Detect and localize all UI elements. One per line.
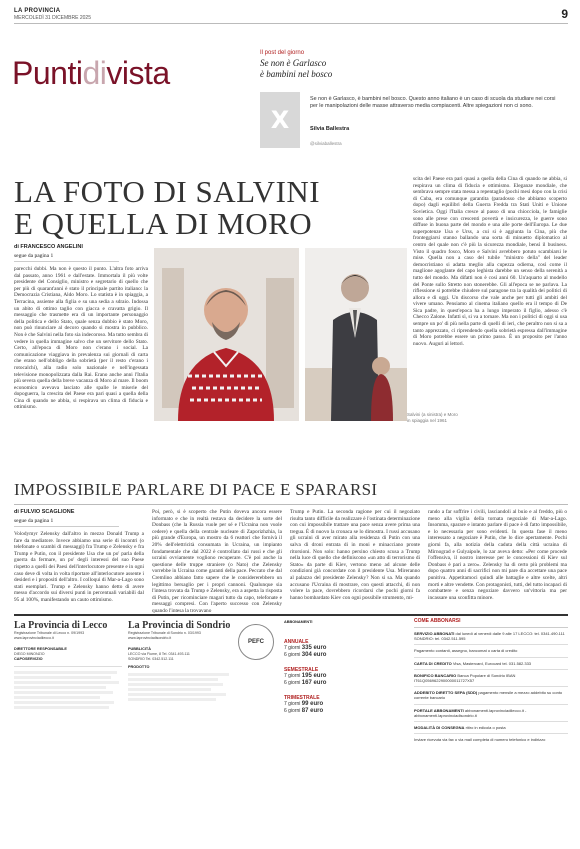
semestrale-7 — [284, 673, 404, 680]
direttore-name: DIEGO MINONZIO — [14, 652, 45, 656]
text-fragment: MODALITÀ DI CONSEGNA — [414, 725, 465, 731]
prodotto-label: PRODOTTO — [128, 665, 150, 669]
footer-sondrio — [128, 620, 234, 703]
sondrio-info: Registrazione Tribunale di Sondrio n. 03/1993 — [128, 631, 201, 635]
post-title-line1: Se non è Garlasco — [260, 58, 327, 68]
page-number: 9 — [561, 7, 568, 21]
subscription-panel — [414, 618, 568, 745]
photo-caption-line1: Salvini (a sinistra) e Moro — [407, 412, 458, 417]
sub-row — [414, 658, 568, 670]
sub-row — [414, 670, 568, 687]
text-fragment: SERVIZIO ABBONATI — [414, 631, 455, 636]
sub-row — [414, 722, 568, 734]
top-rule — [14, 23, 568, 24]
trimestrale-6 — [284, 708, 404, 715]
sub-row — [414, 645, 568, 657]
semestrale-label: SEMESTRALE — [284, 667, 319, 673]
text-fragment: abbonamenti.laprovinciadilecco.it - abbonamenti.laprovinciadisondrio.it — [414, 707, 527, 718]
annuale-label: ANNUALE — [284, 639, 309, 645]
caposervizio-label: CAPOSERVIZIO — [14, 657, 43, 661]
lecco-phone: LECCO via Fiume, 8 Tel. 0341.493.111 — [128, 652, 190, 656]
text-fragment: 195 euro — [301, 673, 327, 679]
article1-headline-line2: E QUELLA DI MORO — [14, 206, 313, 241]
post-author: Silvia Ballestra — [310, 126, 350, 132]
text-fragment: 99 euro — [301, 701, 324, 707]
text-fragment: CARTA DI CREDITO — [414, 660, 452, 666]
text-fragment: 7 giorni — [284, 673, 301, 679]
photo-caption-line2: in spiaggia nel 1961 — [407, 418, 448, 423]
salvini-photo — [154, 248, 299, 421]
text-fragment: 7 giorni — [284, 645, 301, 651]
article1-headline-line1: LA FOTO DI SALVINI — [14, 174, 321, 209]
sondrio-title: La Provincia di Sondrio — [128, 620, 231, 631]
text-fragment: ritiro in edicola o posta — [465, 725, 506, 731]
text-fragment: 6 giorni — [284, 652, 301, 658]
article2-byline: di FULVIO SCAGLIONE — [14, 509, 75, 515]
lecco-info: Registrazione Tribunale di Lecco n. 09/1993 — [14, 631, 85, 635]
article2-headline: IMPOSSIBILE PARLARE DI PACE E SPARARSI — [14, 480, 378, 499]
post-label: Il post del giorno — [260, 50, 305, 56]
sub-row — [414, 705, 568, 722]
masthead-publication: LA PROVINCIA — [14, 8, 61, 14]
trimestrale-7 — [284, 701, 404, 708]
annuale-6 — [284, 652, 404, 659]
text-fragment: Banca Popolare di Sondrio IBAN IT61Q0569622900000011727X57 — [414, 672, 516, 684]
sondrio-web[interactable]: www.laprovinciadisondrio.it — [128, 636, 172, 640]
sub-row — [414, 687, 568, 704]
x-logo-icon: X — [260, 92, 300, 148]
masthead-date: MERCOLEDÌ 31 DICEMBRE 2025 — [14, 15, 91, 21]
pubblicita-label: PUBBLICITÀ — [128, 647, 151, 651]
text-fragment: 335 euro — [301, 645, 327, 651]
text-fragment: 7 giorni — [284, 701, 301, 707]
article2-col2: Poi, però, si è scoperto che Putin doveva ancora essere informato e che in realtà restava da decidere la sorte del Donbass (che la Russia vuole per sé e l'Ucraina non vuole cedere) e quella della centrale nucleare di Zaporizhzhia, la più grande d'Europa, un mostro da 6 reattori che fornivà il 20% dell'elettricità consumata in Ucraina, un impianto fondamentale che dal 2022 è controllato dai russi e che gli ucraini ovviamente vogliono recuperare. C'è poi anche la questione delle truppe straniere (o Nato) che Zelensky vorrebbe in Ucraina come garanti della pace. Peccato che dal Cremlino abbiano fatto sapere che le considererebbero un legittimo bersaglio per i propri cannoni. Qualunque sia l'intesa trovata da Trump e Zelensky, era a aspetta la risposta di Putin, per ricominciare magari tutto da capo, telefonate e messaggi compresi. Con l'aperto successo con Zelensky quando l'intesa la trovavano — [152, 509, 282, 614]
article1-col4: scita del Paese era pari quasi a quella della Cina di quando ne abbia, si respirava un clima di fiducia e ottimismo. Eleganze mondiale, che sembrava sempre stata messa a repentaglio (pochi mesi dopo con la crisi di Cuba, era comunque garantita (paradosso che abbiamo scoperto dopo) dagli equilibri della Guerra Fredda tra Stati Uniti e Unione Sovietica. Oggi l'Italia cresce al passo di una chiocciola, le famiglie sono alle prese con crescenti povertà e insicurezza, le guerre sono diffuse in buona parte del mondo e una alle porte dell'Europa. Le due superpotenze Usa e Urss, a cui si è aggiunta la Cina, più che fronteggiarsi stanno ballando una sorta di minuetto diplomatico al centro del quale non c'è più la sicurezza mondiale, bensì il business. Visto il quadro fosco, Moro e Salvini avrebbero potuto scambiarsi le mise. Quella non a caso del tubile "ministro della" del leader democristiano si adatta meglio alla cupezza odierna, così come il maglione agoglante del capo leghista darebbe un senso della serenità a tutto del mondo. Ma difatti non è così anni 60. Un'aquarto al modello del Ponte sullo Stretto non stonerebbe. Gli all'epoca se ne parlava. La riflessione si potrebbe chiudere sul paragone tra la qualità dei politici di allora e di oggi. Un discorso che vale anche per tutti gli ambiti del vivere umano. Pensiamo al cinema italiano quello era il tempo di De Sica padre, in quest'epoca ha a lungo imperato il figlio, adesso c'è Checco Zalone. Infatti sì, si va a tornare. Ma non i politici di oggi si usa sempre un po' di più nella parte di quelli di ieri, che peraltro non si sa a tanto apprezzato, ci riprendendo quella sobrietà espressa dall'immagine di Moro potrebbe essere un primo passo. È un proposito per l'anno nuovo. Auguri ai lettori. — [413, 176, 567, 347]
text-fragment: 6 giorni — [284, 680, 301, 686]
article1-segue: segue da pagina 1 — [14, 253, 119, 262]
footer-prices — [284, 620, 404, 715]
sub-head: COME ABBONARSI — [414, 618, 568, 628]
section-title-part3: vista — [106, 55, 170, 91]
post-body: Se non è Garlasco, è bambini nel bosco. Questo anno italiano è un caso di scuola da studiare nei corsi per le manipolazioni delle masse attraverso media compiacenti. Altre spiegazioni non ci sono. — [310, 96, 556, 109]
photo-caption — [407, 412, 458, 424]
abbonamenti-label: ABBONAMENTI — [284, 620, 313, 624]
moro-photo — [305, 248, 407, 421]
annuale-7 — [284, 645, 404, 652]
trimestrale-label: TRIMESTRALE — [284, 695, 320, 701]
semestrale-6 — [284, 680, 404, 687]
text-fragment: 87 euro — [301, 708, 324, 714]
article1-headline — [14, 176, 320, 240]
article2-segue: segue da pagina 1 — [14, 518, 119, 527]
lecco-web[interactable]: www.laprovinciadilecco.it — [14, 636, 54, 640]
post-handle: @silviaballestra — [310, 141, 342, 146]
post-title-line2: è bambini nel bosco — [260, 69, 333, 79]
text-fragment: 167 euro — [301, 680, 327, 686]
article2-col4: rando a far soffrire i civili, lasciandoli al buio e al freddo, più o meno alla vigilia della tornata negoziale di Mar-a-Lago. Insomma, sparare e intanto parlare di pace è di fatto impossibile, e lo necessaria per sono evidenti. In questa fase il meno interessato a negoziare è Putin, che lo dice apertamente. Pochi giorni fa, alla notizia della caduta della città ucraina di Mirnograd e Gulyaipole, lo zar aveva detto: «Per come procede l'offensiva, il nostro interesse per le concessioni di Kiev sul Donbass è pari a zero». Zelensky ha di certo più problemi ma dopo quattro anni di sacrifici non mi pare dia accettare una pace punitiva. Appetitamoci quindi alle battaglie e altre scelte, altri morti e altre vendette. Con protagonisti, tutti, del tutto incapaci di combattere e senza negoziare davvero un'vittoria ma per incassare una sconfitta minore. — [428, 509, 568, 601]
text-fragment: 304 euro — [301, 652, 327, 658]
article2-col1: Volodymyr Zelensky dall'altro in mezzo Donald Trump a fare da mediatore. Invece abbiamo una serie di incontri (o telefonate o scambi di messaggi) fra Trump e Zelensky e fra Trump e Putin, con il presidente Usa che un po' parla della guerra da fermare, un po' degli interessi del suo Paese rispetto a quelli dei Paesi dell'interlocutore presente e in ogni caso deve di volta in volta riportare all'interlocutore assente i desideri e i propositi dell'altro. I colloqui di Mar-a-Lago sono stati esemplari. Trump e Zelensky hanno detto di avere messo d'accordo sui diversi punti in percentuali variabili dal 95 al 100%, manifestando un cauto ottimismo. — [14, 531, 145, 603]
text-fragment: pagamento mensile a mezzo addebito su conto corrente bancario — [414, 690, 563, 701]
text-fragment: Visa, Mastercard, Eurocard tel. 031.582.333 — [452, 660, 532, 666]
text-fragment: Inviare ricevuta via fax o via mail completa di numero telefonico e indirizzo — [414, 737, 546, 743]
article1-col1: parecchi dubbi. Ma non è questo il punto. L'altra foto arriva dal passato, anno 1961 e dall'estate. Immortala il più volte presidente del Consiglio, ministro e segretario di quello che per più di quarant'anni è stato il principale partito italiano: la Democrazia Cristiana, Aldo Moro. Lo statista è in spiaggia, a Terracina, assieme alla figlia e su una sedia a sdraio. Indossa un abito di ottimo taglio con giacca e cravatta grigio. Il messaggio che trasmette era di un importante personaggio della politica e dello Stato, quale senza dubbio è stato Moro, non può rinunciare al decoro quando si mostra in pubblico. Non è che Salvini nella foto sia indecoroso. Ma tutto sembra di vedere in quella immagine salvo che un servitore dello Stato. Certo, all'epoca di Moro non c'erano i social. La comunicazione viaggiava in prevalenza sui giornali di carta che erano nell'obbligo della sobrietà (per il resto c'erano i rotocalchi), alla radio solo nazionale e nell'ingessata televisione monopolizzata dalla Rai. Erano anche anni l'Italia più severa quella della breve vacanza di Moro al mare. Il boom economico avevava lasciato alle spalle le miserie del dopoguerra, la crescita del Paese era pari quasi a quella della Cina di quando ne abbia, si respirava un clima di fiducia e ottimismo. — [14, 266, 148, 411]
pefc-logo: PEFC — [238, 624, 274, 660]
lecco-title: La Provincia di Lecco — [14, 620, 108, 631]
text-fragment: Pagamento contanti, assegno, bancomat o carta di credito — [414, 648, 518, 654]
section-title-part1: Punti — [12, 55, 83, 91]
article1-byline: di FRANCESCO ANGELINI — [14, 244, 83, 250]
text-fragment: ADDEBITO DIRETTO SEPA (SDD) — [414, 690, 478, 696]
lecco-fineprint — [14, 671, 122, 709]
sub-row — [414, 628, 568, 645]
text-fragment: PORTALE ABBONAMENTI — [414, 707, 464, 713]
text-fragment: dal lunedì al venerdì dalle 9 alle 17 LECCO: tel. 0341.490.111 SONDRIO: tel. 0342.511.595 — [414, 631, 565, 642]
section-title-part2: di — [82, 55, 107, 91]
footer-rule — [14, 614, 568, 616]
article2-rule — [14, 504, 568, 505]
section-title — [12, 55, 170, 92]
direttore-label: DIRETTORE RESPONSABILE — [14, 647, 67, 651]
text-fragment: 6 giorni — [284, 708, 301, 714]
sondrio-phone: SONDRIO Tel. 0342.512.111 — [128, 657, 174, 661]
post-title — [260, 58, 332, 80]
text-fragment: BONIFICO BANCARIO — [414, 672, 457, 678]
footer-lecco — [14, 620, 122, 711]
article2-col3: Trump e Putin. La seconda ragione per cui il negoziato risulta tanto difficile da realizzare è l'ostinata determinazione con cui impossibile trattare una pace senza avere prima una tregua. È di nuovo la cronaca se lo dimostra. I russi accusano gli ucraini di aver mirato alla residenza di Putin con una salva di droni entrata di in moni e minacciano pronte ritorsioni. Non solo: hanno persino chiesto scusa a Trump nella luce di quello che definiscono «un atto di terrorismo di Stato» da parte di Kiev, vertono meno ad alcune delle condizioni già concordate con il presidente Usa. Mireranno al palazzo del presidente Zelensky? Non si sa. Ma quando accusano l'Ucraina di mostrare, con questi attacchi, di non volere la pace, dovrebbero ricordarsi che pochi giorni fa hanno bombardato Kiev con ogni possibile strumento, mi- — [290, 509, 420, 601]
sub-row — [414, 734, 568, 745]
